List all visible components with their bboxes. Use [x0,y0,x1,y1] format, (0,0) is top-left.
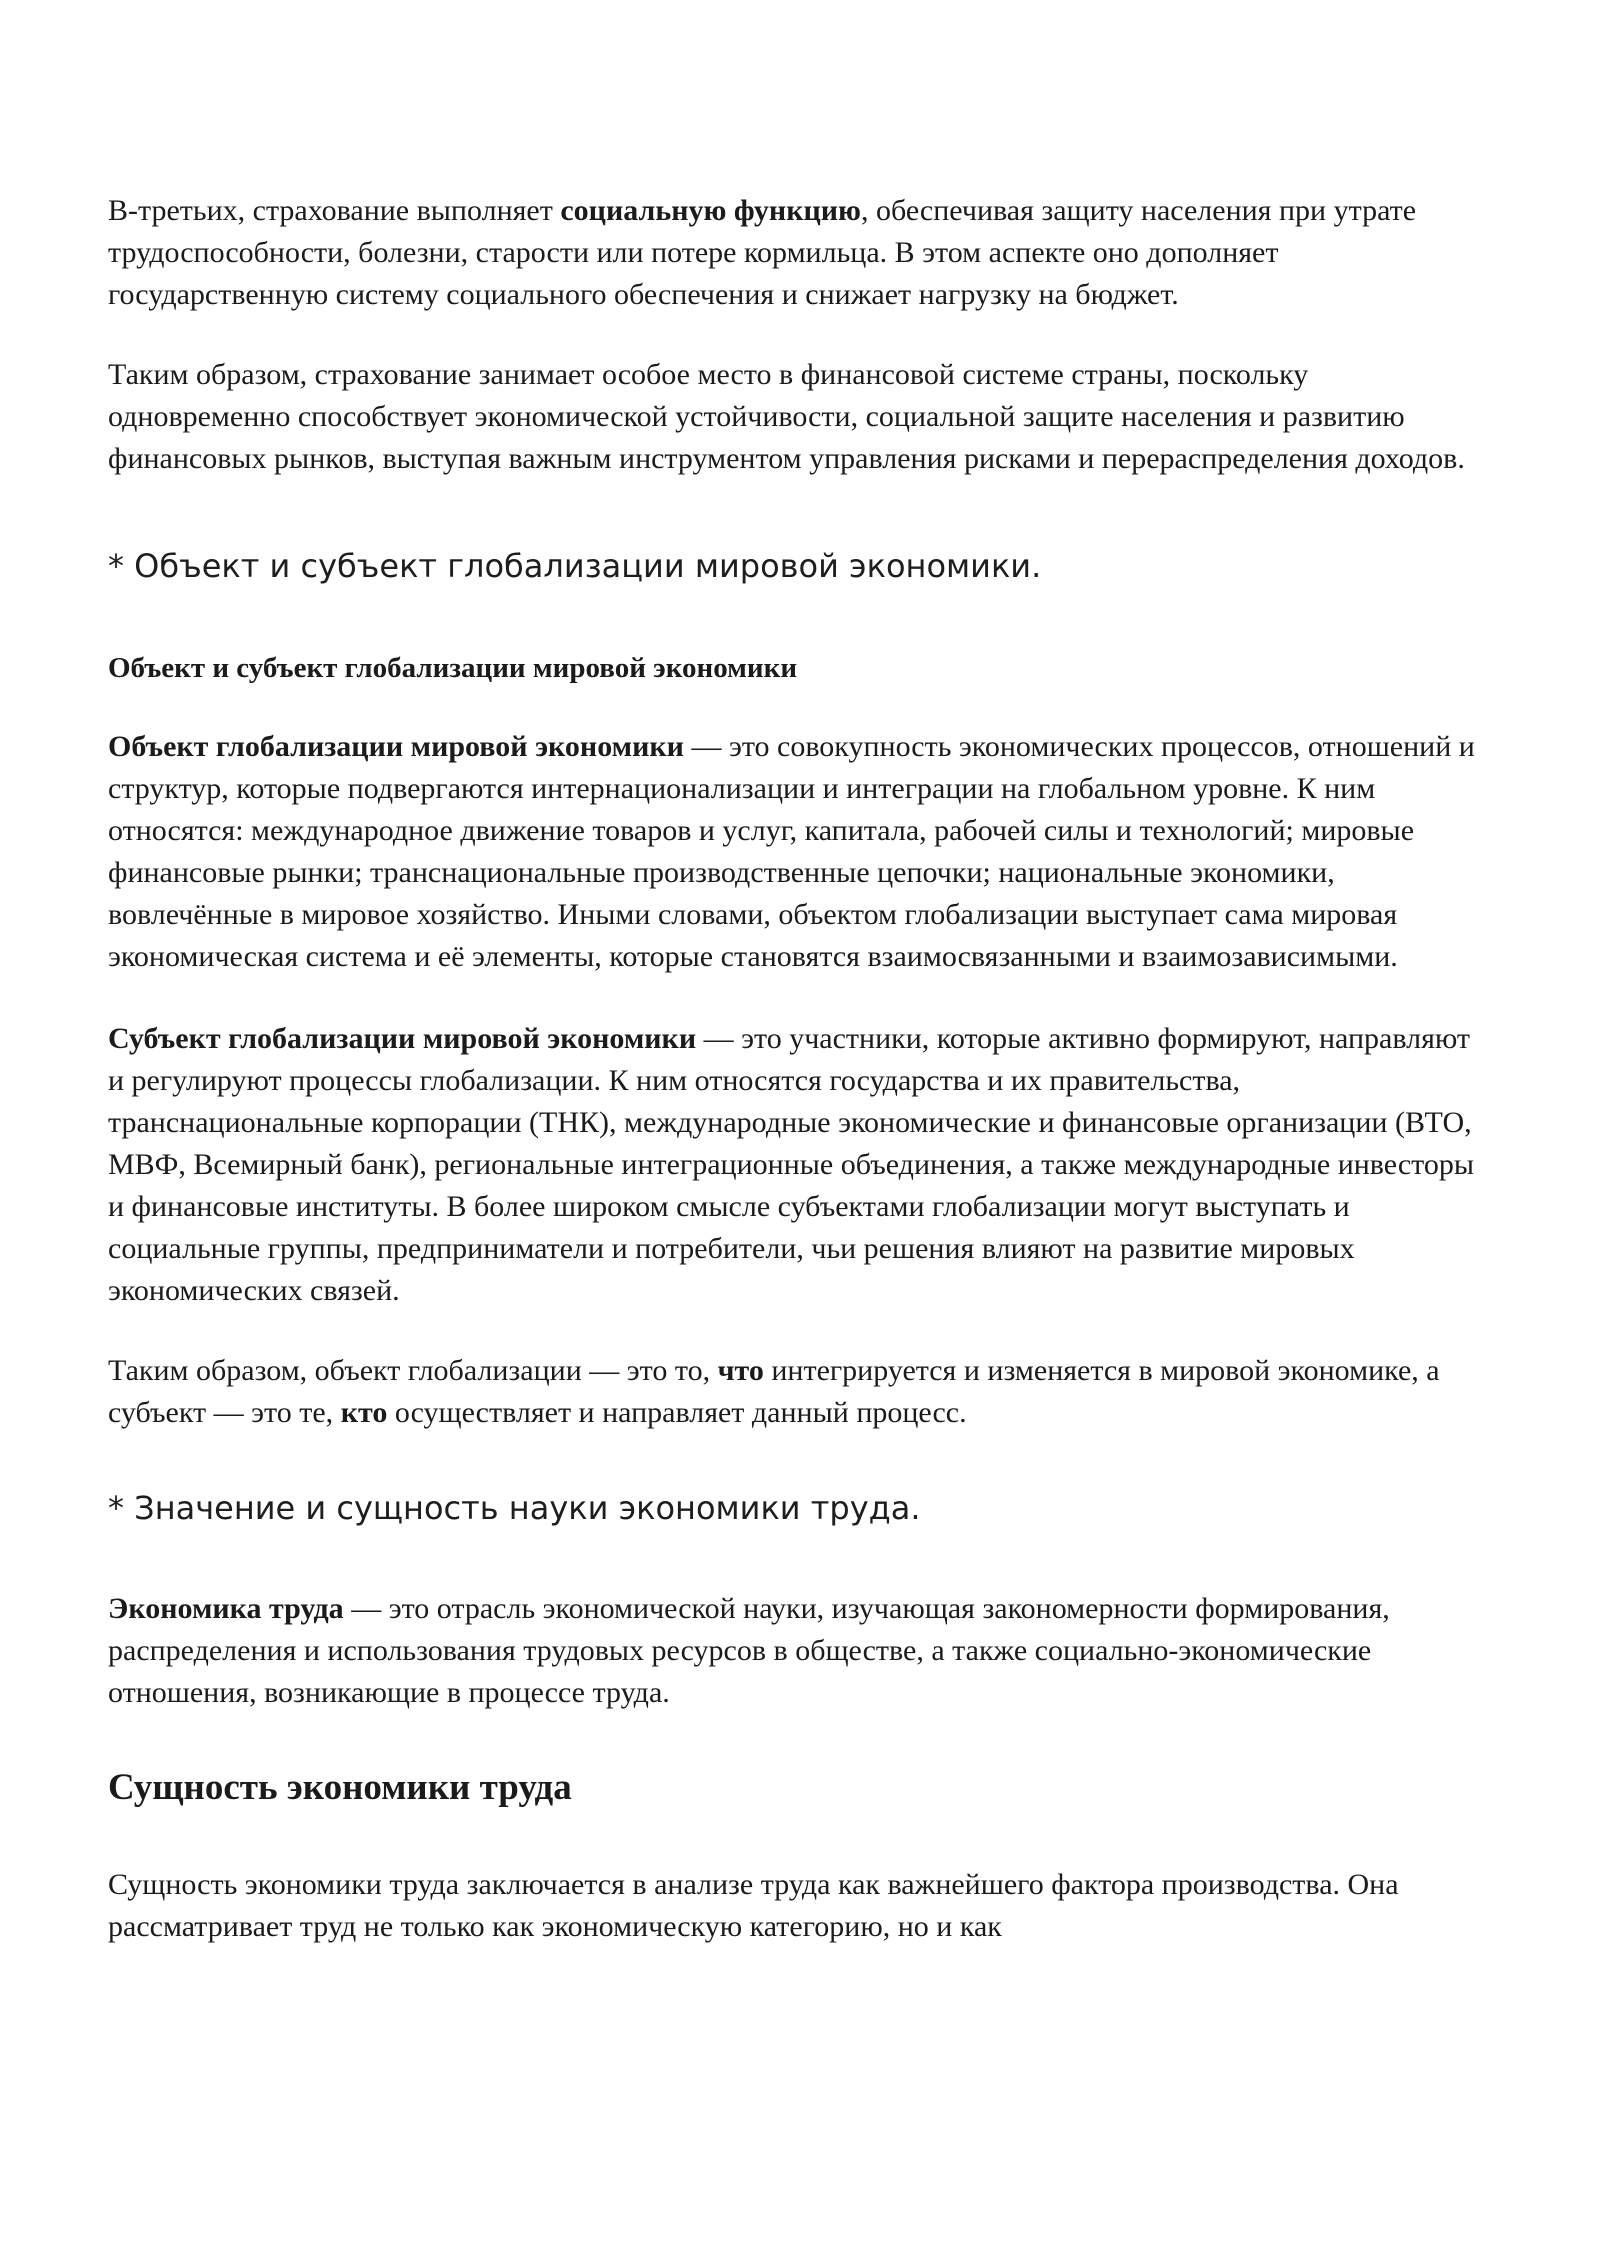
text-run: В-третьих, страхование выполняет [108,194,561,227]
text-run: — это совокупность экономических процессов, отношений и структур, которые подвергаются интернационализации и интеграции на глобальном уровне. К ним относятся: международное движение товаров и услуг, капитала, рабочей силы и технологий; мировые финансовые рынки; транснациональные производственные цепочки; национальные экономики, вовлечённые в мировое хозяйство. Иными словами, объектом глобализации выступает сама мировая экономическая система и её элементы, которые становятся взаимосвязанными и взаимозависимыми. [108,730,1475,973]
section-heading-globalization: * Объект и субъект глобализации мировой экономики. [108,547,1042,585]
bold-term: социальную функцию [560,194,861,227]
text-run: — это отрасль экономической науки, изучающая закономерности формирования, распределения и использования трудовых ресурсов в обществе, а также социально-экономические отношения, возникающие в процессе труда. [108,1592,1390,1709]
paragraph-object-definition [108,726,1488,978]
text-run: — это участники, которые активно формируют, направляют и регулируют процессы глобализации. К ним относятся государства и их правительства, транснациональные корпорации (ТНК), международные экономические и финансовые организации (ВТО, МВФ, Всемирный банк), региональные интеграционные объединения, а также международные инвесторы и финансовые институты. В более широком смысле субъектами глобализации могут выступать и социальные группы, предприниматели и потребители, чьи решения влияют на развитие мировых экономических связей. [108,1022,1475,1307]
paragraph-subject-definition [108,1018,1488,1312]
paragraph-insurance-summary: Таким образом, страхование занимает особое место в финансовой системе страны, поскольку одновременно способствует экономической устойчивости, социальной защите населения и развитию финансовых рынков, выступая важным инструментом управления рисками и перераспределения доходов. [108,358,1465,475]
text-run: интегрируется и изменяется в мировой экономике, а субъект — это те, [108,1354,1440,1429]
paragraph-labor-economics-definition [108,1588,1488,1714]
text-run: , обеспечивая защиту населения при утрате трудоспособности, болезни, старости или потере кормильца. В этом аспекте оно дополняет государственную систему социального обеспечения и снижает нагрузку на бюджет. [108,194,1417,311]
heading-essence-labor-economics: Сущность экономики труда [108,1767,572,1808]
bold-term: Субъект глобализации мировой экономики [108,1022,697,1055]
paragraph-essence-text: Сущность экономики труда заключается в анализе труда как важнейшего фактора производства. Она рассматривает труд не только как экономическую категорию, но и как [108,1868,1399,1943]
subheading-globalization: Объект и субъект глобализации мировой экономики [108,652,798,684]
text-run: осуществляет и направляет данный процесс. [387,1396,967,1429]
paragraph-social-function [108,190,1488,316]
bold-term: кто [340,1396,388,1429]
section-heading-labor-economics: * Значение и сущность науки экономики труда. [108,1489,921,1527]
document-page [108,190,1488,1948]
bold-term: что [717,1354,764,1387]
text-run: Таким образом, объект глобализации — это то, [108,1354,718,1387]
bold-term: Объект глобализации мировой экономики [108,730,684,763]
bold-term: Экономика труда [108,1592,344,1625]
paragraph-globalization-summary [108,1350,1488,1434]
